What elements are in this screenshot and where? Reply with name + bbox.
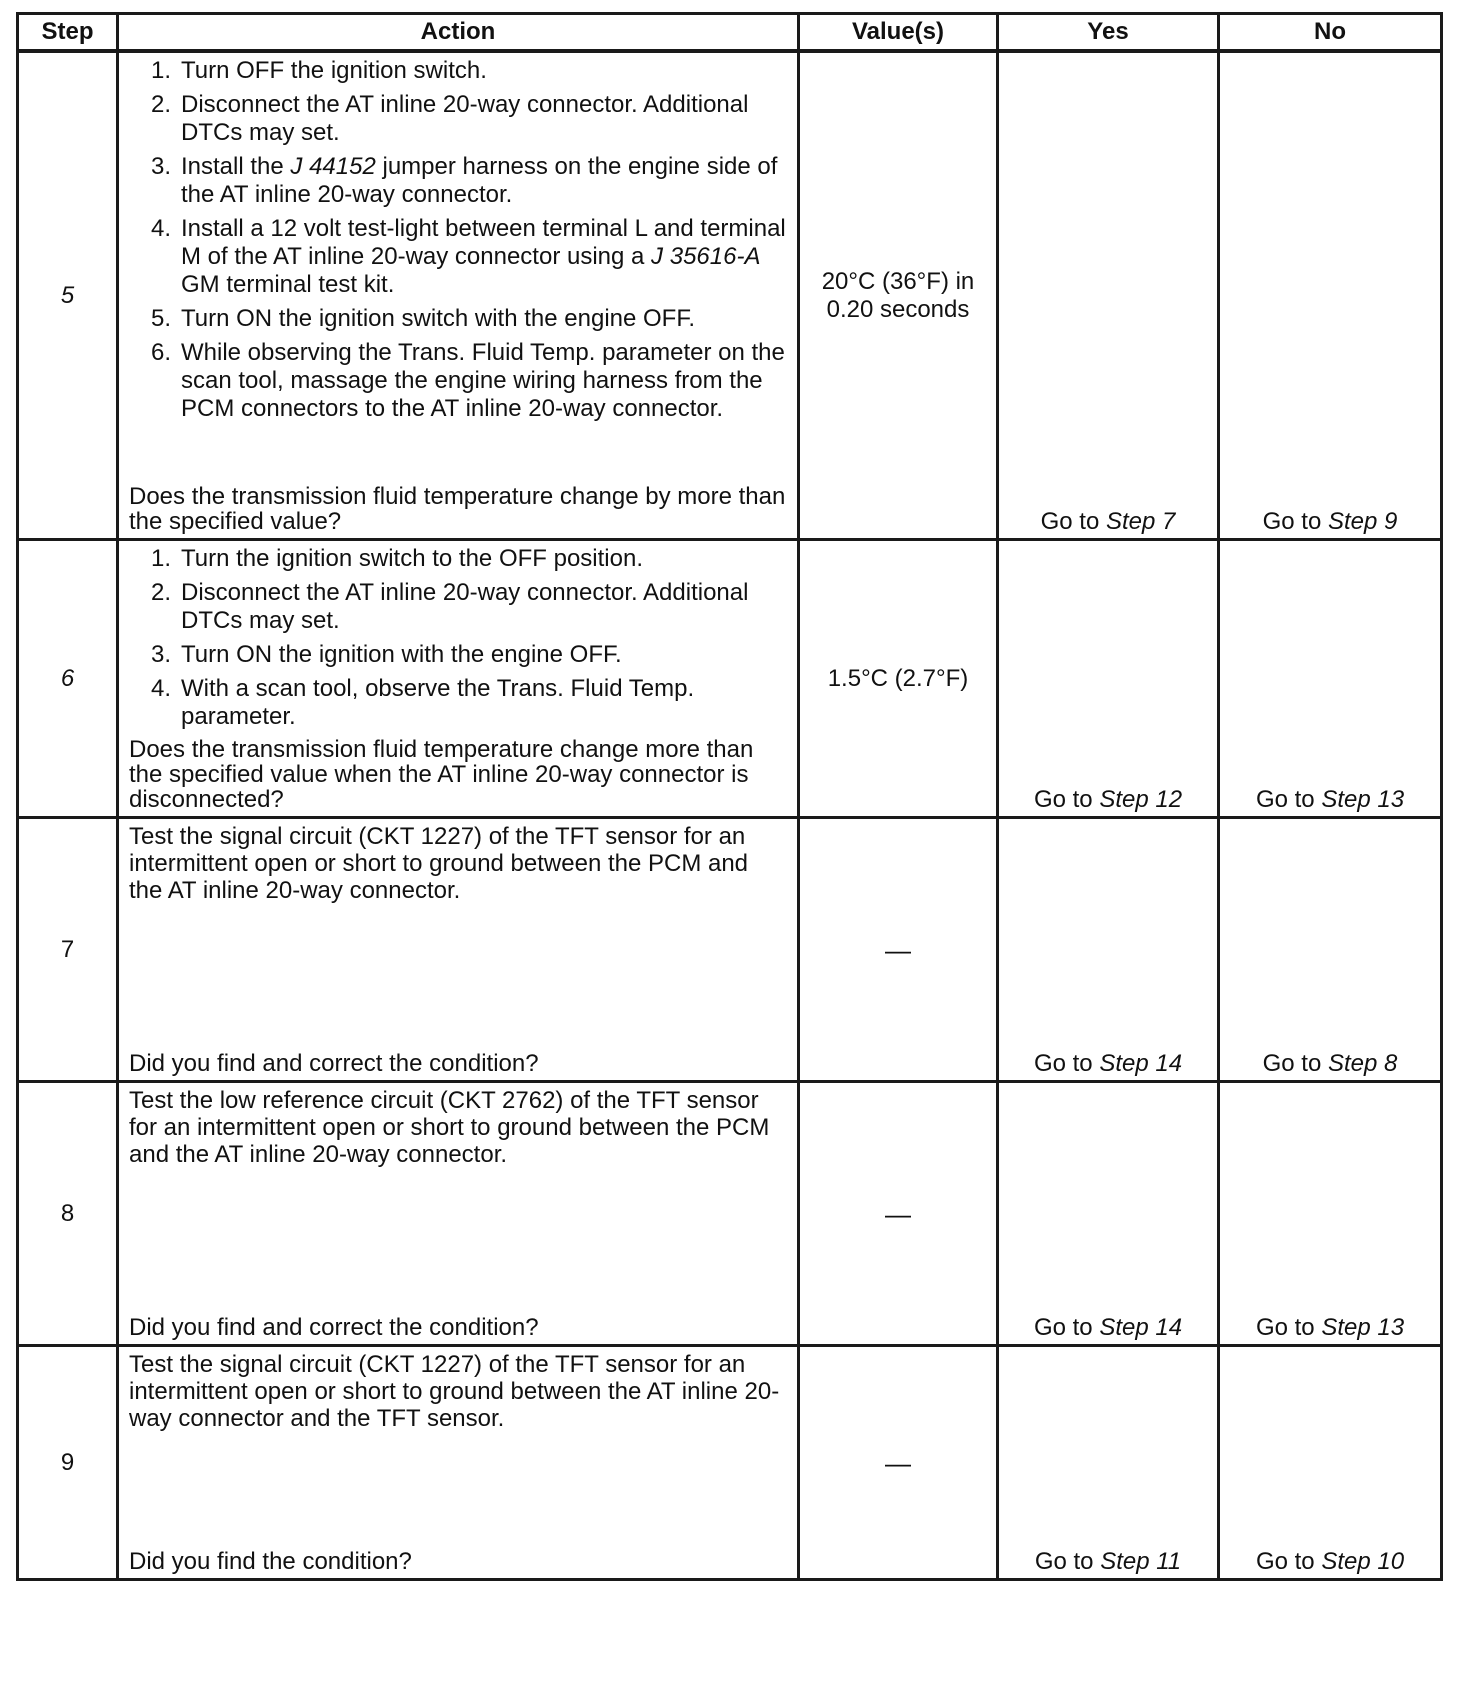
table-row [18, 1346, 1442, 1580]
no-cell: Go to Step 10 [1219, 1346, 1442, 1580]
no-step-link[interactable]: Step 9 [1327, 508, 1398, 535]
value-cell: — [799, 818, 998, 1082]
yes-step-link[interactable]: Step 12 [1099, 786, 1183, 813]
step-number: 9 [60, 1448, 75, 1476]
yes-cell: Go to Step 14 [998, 1082, 1219, 1346]
value-cell: — [799, 1082, 998, 1346]
tool-reference: J 35616-A [651, 243, 761, 270]
step-question: Does the transmission fluid temperature change by more than the specified value? [129, 483, 786, 535]
action-cell [118, 818, 799, 1082]
table-row [18, 1082, 1442, 1346]
value-cell: 20°C (36°F) in 0.20 seconds [799, 51, 998, 540]
action-text: Test the low reference circuit (CKT 2762) of the TFT sensor for an intermittent open or short to ground between the PCM and the AT inline 20-way connector. [129, 1087, 770, 1168]
action-step: 1. Turn the ignition switch to the OFF position. [150, 545, 643, 572]
step-number: 7 [60, 935, 75, 963]
step-number-cell [18, 1346, 118, 1580]
step-number: 8 [60, 1199, 75, 1227]
step-number: 6 [60, 664, 75, 692]
no-cell: Go to Step 9 [1219, 51, 1442, 540]
yes-cell: Go to Step 11 [998, 1346, 1219, 1580]
value-cell: 1.5°C (2.7°F) [799, 540, 998, 818]
yes-step-link[interactable]: Step 14 [1099, 1050, 1183, 1077]
action-step: 3. Turn ON the ignition with the engine OFF. [150, 641, 622, 668]
no-step-link[interactable]: Step 13 [1321, 1314, 1405, 1341]
yes-cell: Go to Step 12 [998, 540, 1219, 818]
step-number-cell [18, 818, 118, 1082]
action-step: 3. Install the J 44152 jumper harness on the engine side of the AT inline 20-way connector. [150, 153, 778, 208]
step-number-cell [18, 51, 118, 540]
action-step: 4. With a scan tool, observe the Trans. Fluid Temp. parameter. [150, 675, 695, 730]
header-action: Action [118, 14, 799, 52]
header-no: No [1219, 14, 1442, 52]
header-row [18, 14, 1442, 52]
no-cell: Go to Step 8 [1219, 818, 1442, 1082]
no-step-link[interactable]: Step 13 [1321, 786, 1405, 813]
action-cell [118, 540, 799, 818]
table-row [18, 818, 1442, 1082]
step-question: Does the transmission fluid temperature change more than the specified value when the AT inline 20-way connector is disconnected? [129, 736, 754, 813]
action-step: 1. Turn OFF the ignition switch. [150, 57, 487, 84]
step-question: Did you find and correct the condition? [129, 1314, 539, 1341]
header-values: Value(s) [799, 14, 998, 52]
step-number-cell [18, 1082, 118, 1346]
table-row [18, 51, 1442, 540]
yes-step-link[interactable]: Step 11 [1100, 1548, 1182, 1575]
action-cell [118, 51, 799, 540]
header-step: Step [18, 14, 118, 52]
action-text: Test the signal circuit (CKT 1227) of the TFT sensor for an intermittent open or short to ground between the PCM and the AT inline 20-way connector. [129, 823, 749, 904]
no-cell: Go to Step 13 [1219, 1082, 1442, 1346]
action-step: 4. Install a 12 volt test-light between terminal L and terminal M of the AT inline 20-way connector using a J 35616-A GM terminal test kit. [150, 215, 786, 298]
action-step: 2. Disconnect the AT inline 20-way connector. Additional DTCs may set. [150, 579, 749, 634]
action-text: Test the signal circuit (CKT 1227) of the TFT sensor for an intermittent open or short to ground between the AT inline 20-way connector and the TFT sensor. [129, 1351, 780, 1432]
action-cell [118, 1082, 799, 1346]
no-step-link[interactable]: Step 8 [1327, 1050, 1398, 1077]
action-step: 6. While observing the Trans. Fluid Temp. parameter on the scan tool, massage the engine wiring harness from the PCM connectors to the AT inline 20-way connector. [150, 339, 785, 422]
action-step: 5. Turn ON the ignition switch with the engine OFF. [150, 305, 696, 332]
yes-cell: Go to Step 7 [998, 51, 1219, 540]
tool-reference: J 44152 [290, 153, 376, 180]
value-cell: — [799, 1346, 998, 1580]
yes-step-link[interactable]: Step 14 [1099, 1314, 1183, 1341]
step-number: 5 [60, 281, 75, 309]
table-row [18, 540, 1442, 818]
no-cell: Go to Step 13 [1219, 540, 1442, 818]
no-step-link[interactable]: Step 10 [1321, 1548, 1405, 1575]
header-yes: Yes [998, 14, 1219, 52]
yes-cell: Go to Step 14 [998, 818, 1219, 1082]
step-number-cell [18, 540, 118, 818]
yes-step-link[interactable]: Step 7 [1105, 508, 1176, 535]
action-step: 2. Disconnect the AT inline 20-way connector. Additional DTCs may set. [150, 91, 749, 146]
step-question: Did you find the condition? [129, 1548, 412, 1575]
diagnostic-table [16, 12, 1443, 1581]
action-cell [118, 1346, 799, 1580]
step-question: Did you find and correct the condition? [129, 1050, 539, 1077]
